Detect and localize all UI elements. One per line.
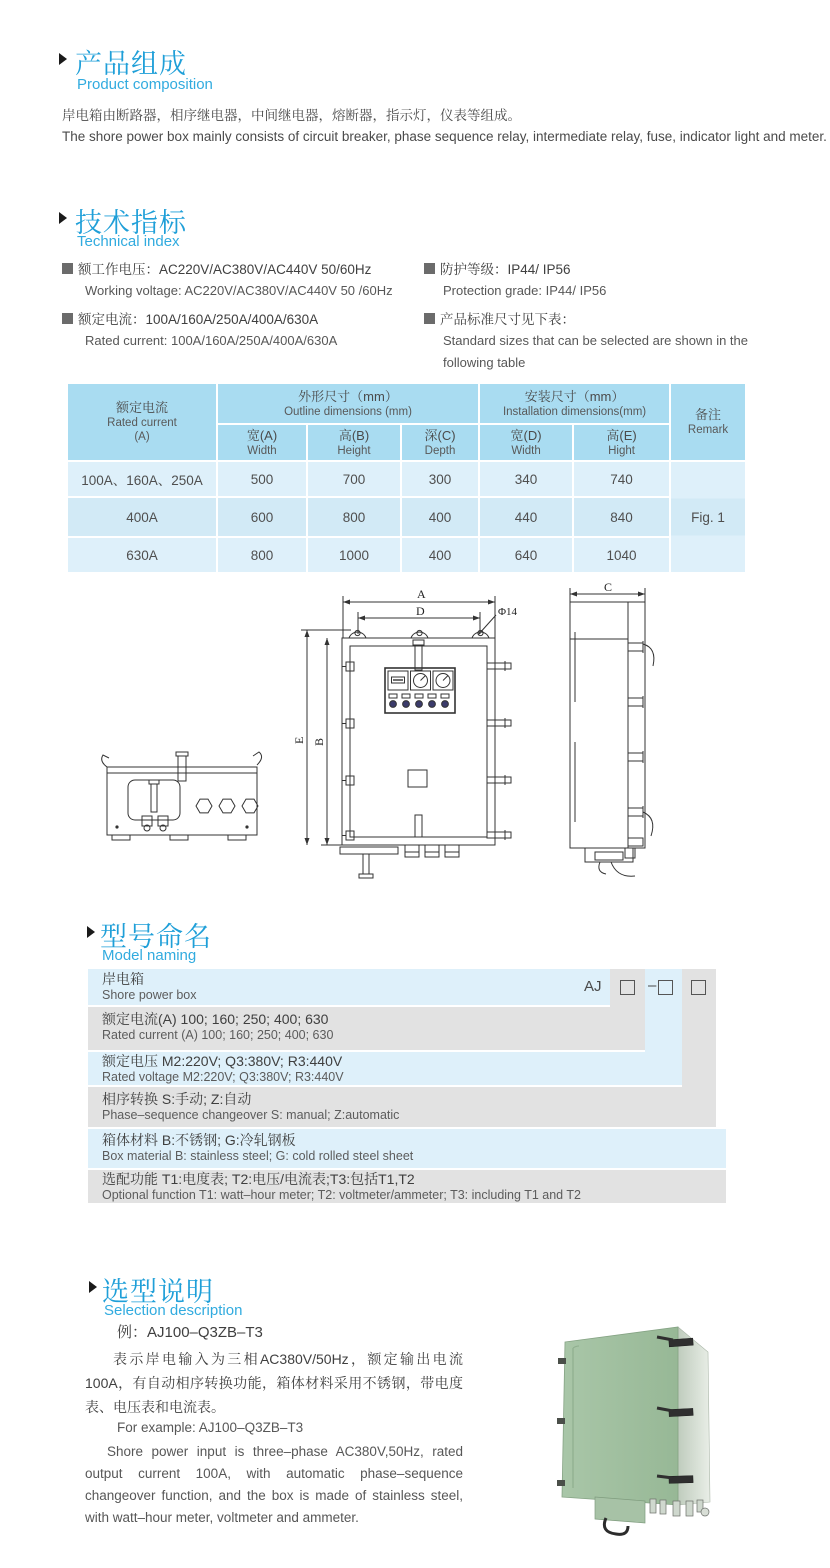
- spec-rated-current-en: Rated current: 100A/160A/250A/400A/630A: [85, 333, 338, 348]
- model-row-phase-changeover: 相序转换 S:手动; Z:自动 Phase–sequence changeover S: manual; Z:automatic: [88, 1087, 716, 1127]
- col-header-width-d: 宽(D) Width: [480, 425, 572, 460]
- model-box-current: [620, 979, 635, 997]
- section-subtitle-selection: Selection description: [104, 1302, 243, 1319]
- section-subtitle-technical: Technical index: [77, 233, 180, 250]
- front-view-drawing: [301, 596, 511, 878]
- table-row: 100A、160A、250A 500 700 300 340 740 Fig. 1: [68, 462, 745, 496]
- dim-label-D: D: [416, 604, 425, 618]
- model-row-shore-power-box: 岸电箱 Shore power box: [88, 969, 610, 1005]
- square-bullet-icon: [62, 313, 73, 324]
- spec-standard-size: 产品标准尺寸见下表：: [424, 308, 575, 328]
- product-photo-shore-power-box: [540, 1290, 830, 1568]
- model-code-prefix: AJ: [584, 978, 602, 995]
- model-row-optional-function: 选配功能 T1:电度表; T2:电压/电流表;T3:包括T1,T2 Optional function T1: watt–hour meter; T2: voltmeter/ammeter; T3: including T1 and T2: [88, 1170, 726, 1203]
- dim-label-C: C: [604, 582, 613, 594]
- col-header-remark: 备注 Remark: [671, 384, 745, 460]
- col-group-install: 安装尺寸（mm） Installation dimensions(mm): [480, 384, 669, 423]
- square-bullet-icon: [424, 313, 435, 324]
- bottom-view-drawing: [102, 752, 262, 840]
- col-header-height-b: 高(B) Height: [308, 425, 400, 460]
- section-subtitle-model-naming: Model naming: [102, 947, 197, 964]
- section-title-selection: 选型说明: [102, 1277, 214, 1307]
- square-bullet-icon: [62, 263, 73, 274]
- model-box-optional: [691, 979, 706, 997]
- dim-label-B: B: [312, 737, 326, 746]
- section-arrow-icon: [87, 926, 95, 938]
- spec-working-voltage: 额工作电压：AC220V/AC380V/AC440V 50/60Hz: [62, 258, 371, 278]
- size-table: [66, 382, 747, 574]
- remark-value: Fig. 1: [671, 462, 745, 572]
- col-header-hight-e: 高(E) Hight: [574, 425, 669, 460]
- dim-label-E: E: [292, 736, 306, 744]
- selection-example-en: For example: AJ100–Q3ZB–T3: [117, 1420, 304, 1435]
- section-arrow-icon: [59, 53, 67, 65]
- section-arrow-icon: [59, 212, 67, 224]
- section-title-composition: 产品组成: [75, 49, 187, 79]
- dimension-drawings: [55, 582, 765, 894]
- model-box-voltage-phase: [658, 979, 673, 997]
- dim-label-A: A: [417, 587, 426, 601]
- spec-rated-current: 额定电流：100A/160A/250A/400A/630A: [62, 308, 318, 328]
- col-group-outline: 外形尺寸（mm） Outline dimensions (mm): [218, 384, 478, 423]
- selection-body-en: Shore power input is three–phase AC380V,50Hz, rated output current 100A, with automatic phase–sequence changeover function, and the box is made of stainless steel, with watt–hour meter, voltmeter and ammeter.: [85, 1444, 463, 1525]
- table-row: 630A 800 1000 400 640 1040: [68, 538, 745, 572]
- section-title-model-naming: 型号命名: [100, 922, 212, 952]
- selection-body-cn: 表示岸电输入为三相AC380V/50Hz，额定输出电流100A，有自动相序转换功能，箱体材料采用不锈钢，带电度表、电压表和电流表。: [85, 1351, 463, 1415]
- dim-label-phi14: Φ14: [498, 606, 518, 618]
- model-dash: –: [648, 977, 657, 994]
- model-naming-diagram: [88, 969, 726, 1203]
- side-view-drawing: [570, 588, 654, 876]
- section-subtitle-composition: Product composition: [77, 76, 213, 93]
- composition-body-en: The shore power box mainly consists of circuit breaker, phase sequence relay, intermediate relay, fuse, indicator light and meter.: [62, 129, 827, 144]
- col-header-rated-current: 额定电流 Rated current (A): [68, 384, 216, 460]
- col-header-width-a: 宽(A) Width: [218, 425, 306, 460]
- section-title-technical: 技术指标: [75, 208, 187, 238]
- section-arrow-icon: [89, 1281, 97, 1293]
- model-row-rated-current: 额定电流(A) 100; 160; 250; 400; 630 Rated current (A) 100; 160; 250; 400; 630: [88, 1007, 645, 1050]
- spec-working-voltage-en: Working voltage: AC220V/AC380V/AC440V 50 /60Hz: [85, 283, 393, 298]
- spec-protection-grade-en: Protection grade: IP44/ IP56: [443, 283, 607, 298]
- spec-protection-grade: 防护等级：IP44/ IP56: [424, 258, 571, 278]
- square-bullet-icon: [424, 263, 435, 274]
- model-row-box-material: 箱体材料 B:不锈钢; G:冷轧钢板 Box material B: stainless steel; G: cold rolled steel sheet: [88, 1129, 726, 1168]
- model-row-rated-voltage: 额定电压 M2:220V; Q3:380V; R3:440V Rated voltage M2:220V; Q3:380V; R3:440V: [88, 1052, 682, 1085]
- col-header-depth-c: 深(C) Depth: [402, 425, 478, 460]
- selection-example-cn: 例：AJ100–Q3ZB–T3: [117, 1324, 263, 1341]
- composition-body-cn: 岸电箱由断路器，相序继电器，中间继电器，熔断器，指示灯，仪表等组成。: [62, 108, 521, 123]
- table-row: 400A 600 800 400 440 840: [68, 498, 745, 536]
- spec-standard-size-en: Standard sizes that can be selected are shown in the following table: [443, 333, 748, 370]
- instrument-panel-drawing: [385, 668, 455, 713]
